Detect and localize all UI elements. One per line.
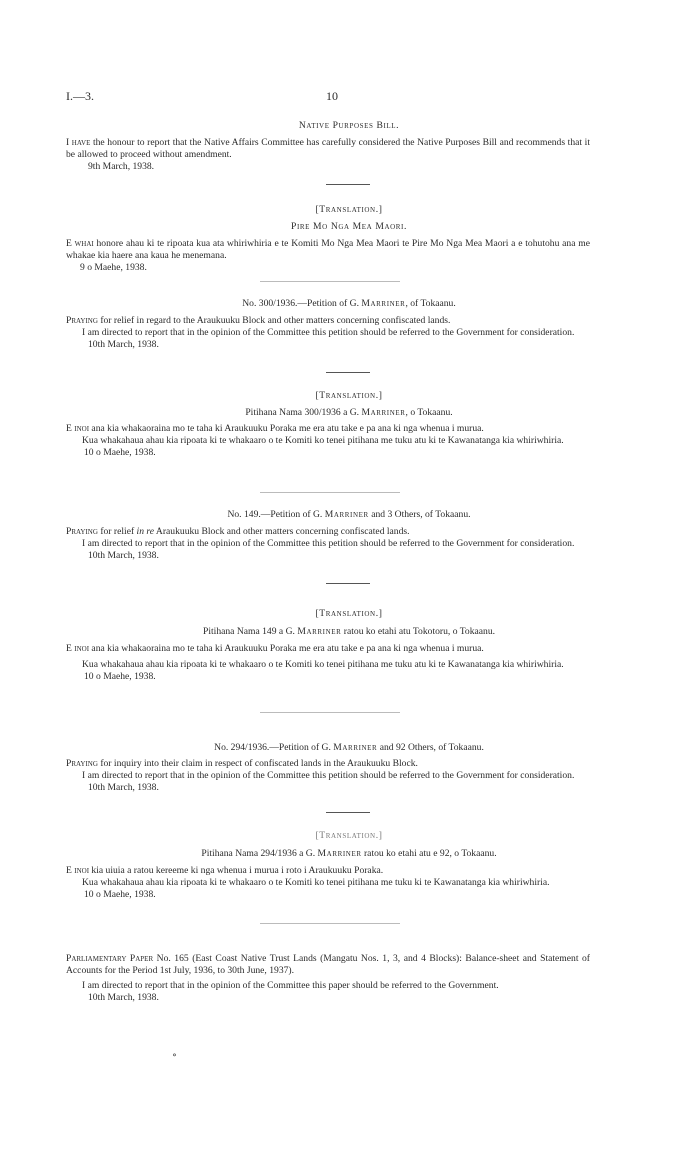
- petition-prayer: Praying for relief in re Araukuuku Block and other matters concerning confiscated lands.: [66, 526, 410, 537]
- paragraph-text: honore ahau ki te ripoata kua ata whiriwhiria e te Komiti Mo Nga Mea Maori te Pire Mo Nga Mea Maori a e tohutohu ana me whakae kia haere ana kaua he menemana.: [66, 238, 591, 261]
- report-date: 10th March, 1938.: [88, 992, 159, 1003]
- section-divider: [326, 812, 370, 813]
- committee-recommendation: I am directed to report that in the opinion of the Committee this petition should be referred to the Government for consideration.: [82, 327, 575, 338]
- paragraph-text: the honour to report that the Native Affairs Committee has carefully considered the Native Purposes Bill and recommends that it be allowed to proceed without amendment.: [66, 137, 591, 160]
- report-date: 10th March, 1938.: [88, 339, 159, 350]
- paper-description: Parliamentary Paper No. 165 (East Coast Native Trust Lands (Mangatu Nos. 1, 3, and 4 Blocks): Balance-sheet and Statement of Accounts for the Period 1st July, 1936, to 30th June, 1937).: [66, 953, 590, 976]
- petition-149-title: No. 149.—Petition of G. Marriner and 3 Others, of Tokaanu.: [227, 509, 471, 520]
- stray-mark: ∘: [172, 1050, 177, 1061]
- report-paragraph: [66, 137, 590, 161]
- report-date: 9 o Maehe, 1938.: [80, 262, 147, 273]
- petition-prayer: E inoi ana kia whakaoraina mo te taha ki Araukuuku Poraka me era atu take e pa ana ki nga whenua i murua.: [66, 423, 484, 434]
- translation-title: Pire Mo Nga Mea Maori.: [291, 221, 407, 232]
- petition-prayer: E inoi ana kia whakaoraina mo te taha ki Araukuuku Poraka me era atu take e pa ana ki nga whenua i murua.: [66, 643, 484, 654]
- translation-label: [Translation.]: [315, 608, 383, 619]
- section-divider: [260, 712, 400, 713]
- native-purposes-bill-title: Native Purposes Bill.: [298, 120, 400, 131]
- series-reference: I.—3.: [66, 89, 94, 103]
- translation-title: Pitihana Nama 300/1936 a G. Marriner, o Tokaanu.: [245, 407, 453, 418]
- petition-prayer: Praying for inquiry into their claim in respect of confiscated lands in the Araukuuku Block.: [66, 758, 418, 769]
- section-divider: [326, 184, 370, 185]
- translation-report: [66, 423, 590, 459]
- report-date: 10 o Maehe, 1938.: [84, 447, 156, 458]
- committee-recommendation: I am directed to report that in the opinion of the Committee this petition should be referred to the Government for consideration.: [82, 770, 575, 781]
- translation-label: [Translation.]: [315, 204, 383, 215]
- report-date: 10th March, 1938.: [88, 782, 159, 793]
- page-number: 10: [326, 89, 338, 103]
- petition-300-report: [66, 315, 590, 351]
- native-purposes-bill-report: [66, 137, 590, 173]
- section-divider: [326, 583, 370, 584]
- translation-title: Pitihana Nama 294/1936 a G. Marriner ratou ko etahi atu e 92, o Tokaanu.: [201, 848, 497, 859]
- petition-294-report: [66, 758, 590, 794]
- report-paragraph: [66, 238, 590, 262]
- petition-149-report: [66, 526, 590, 562]
- committee-recommendation: I am directed to report that in the opinion of the Committee this petition should be referred to the Government for consideration.: [82, 538, 575, 549]
- petition-294-title: No. 294/1936.—Petition of G. Marriner and 92 Others, of Tokaanu.: [214, 742, 484, 753]
- committee-recommendation: I am directed to report that in the opinion of the Committee this paper should be referred to the Government.: [82, 980, 499, 991]
- translation-report: [66, 865, 590, 901]
- petition-prayer: Praying for relief in regard to the Araukuuku Block and other matters concerning confiscated lands.: [66, 315, 451, 326]
- report-date: 9th March, 1938.: [88, 161, 155, 172]
- committee-recommendation: Kua whakahaua ahau kia ripoata ki te whakaaro o te Komiti ko tenei pitihana me tuku atu ki te Kawanatanga kia whiriwhiria.: [82, 435, 564, 446]
- petition-prayer: E inoi kia uiuia a ratou kereeme ki nga whenua i murua i roto i Araukuuku Poraka.: [66, 865, 384, 876]
- committee-recommendation: Kua whakahaua ahau kia ripoata ki te whakaaro o te Komiti ko tenei pitihana me tuku ki te Kawanatanga kia whiriwhiria.: [82, 877, 550, 888]
- translation-title: Pitihana Nama 149 a G. Marriner ratou ko etahi atu Tokotoru, o Tokaanu.: [202, 626, 496, 637]
- section-divider: [260, 281, 400, 282]
- report-date: 10 o Maehe, 1938.: [84, 889, 156, 900]
- translation-label: [Translation.]: [315, 830, 383, 841]
- petition-300-title: No. 300/1936.—Petition of G. Marriner, of Tokaanu.: [242, 298, 456, 309]
- section-divider: [260, 923, 400, 924]
- lead-words: I have: [66, 137, 91, 148]
- section-divider: [326, 372, 370, 373]
- report-date: 10th March, 1938.: [88, 550, 159, 561]
- translation-report: [66, 238, 590, 274]
- translation-label: [Translation.]: [315, 390, 383, 401]
- translation-report: [66, 643, 590, 683]
- parliamentary-paper-report: [66, 953, 590, 1004]
- committee-recommendation: Kua whakahaua ahau kia ripoata ki te whakaaro o te Komiti ko tenei pitihana me tuku atu ki te Kawanatanga kia whiriwhiria.: [82, 659, 564, 670]
- section-divider: [260, 492, 400, 493]
- report-date: 10 o Maehe, 1938.: [84, 671, 156, 682]
- lead-words: E whai: [66, 238, 94, 249]
